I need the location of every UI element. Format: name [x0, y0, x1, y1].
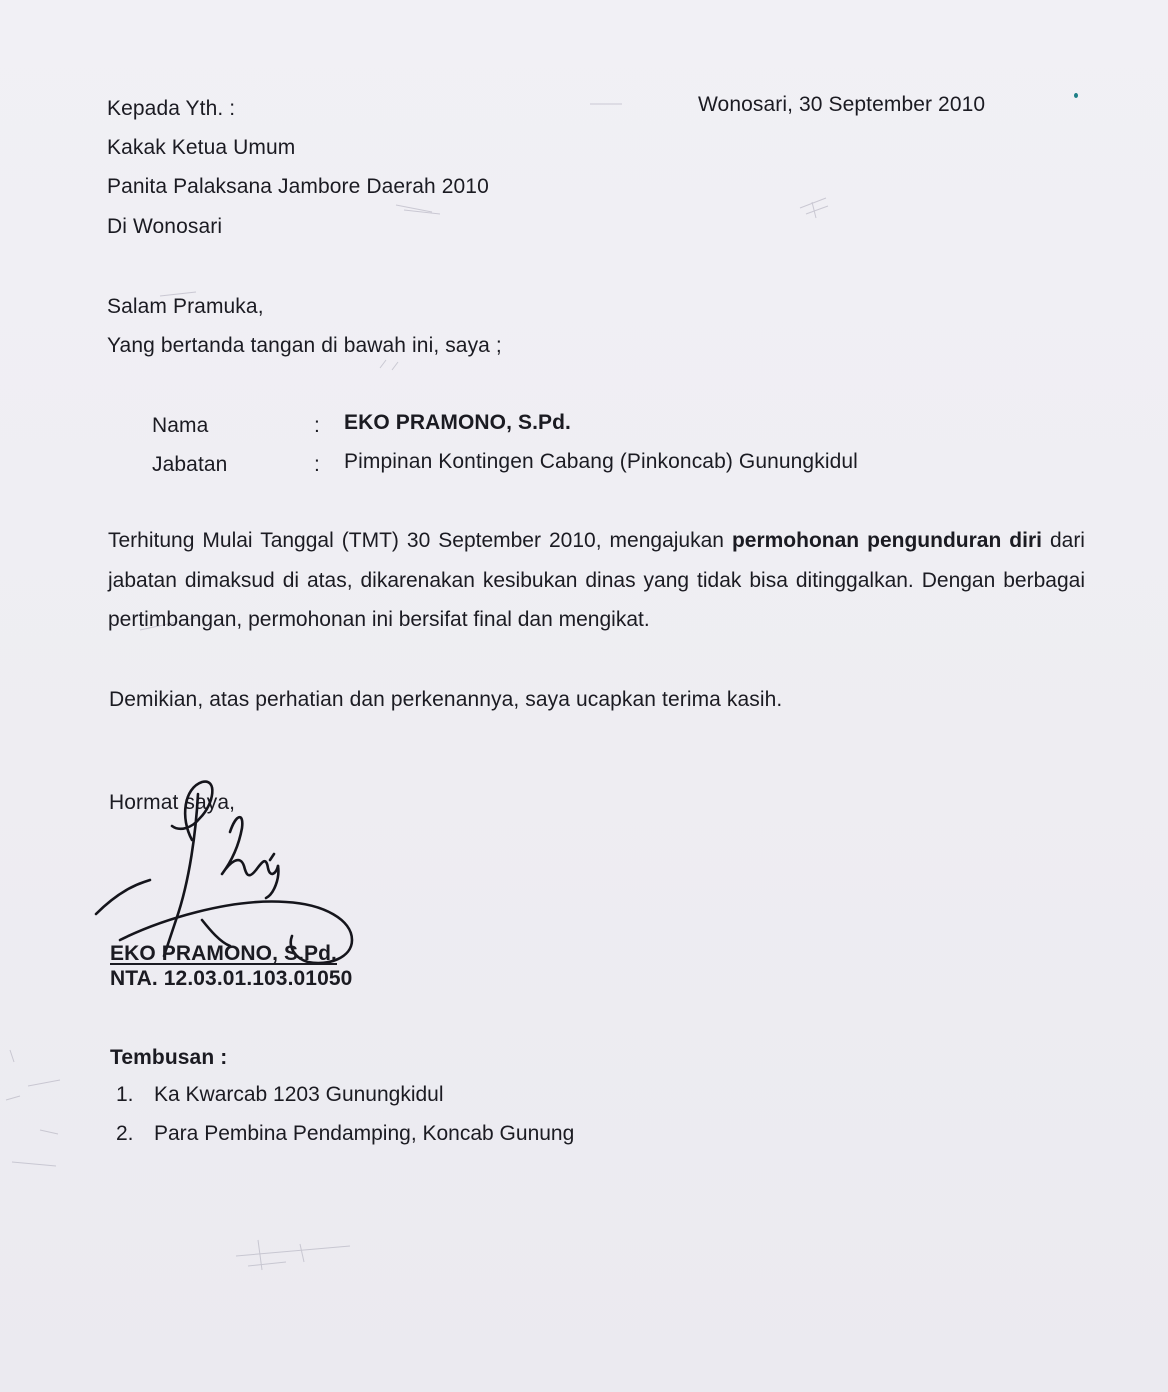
greeting: Salam Pramuka,: [107, 295, 264, 318]
recipient-line-3: Di Wonosari: [107, 215, 223, 238]
ink-speck: [1074, 93, 1078, 98]
cc-list-item: [116, 1082, 574, 1121]
recipient-heading: Kepada Yth. :: [107, 97, 236, 120]
field-value-name: EKO PRAMONO, S.Pd.: [344, 411, 571, 434]
recipient-line-2: Panita Palaksana Jambore Daerah 2010: [107, 175, 489, 198]
field-label-position: Jabatan: [152, 453, 228, 476]
cc-item-number: 1.: [116, 1083, 134, 1106]
cc-heading: Tembusan :: [110, 1046, 228, 1069]
body-emphasis: permohonan pengunduran diri: [731, 529, 1042, 552]
closing-text: Demikian, atas perhatian dan perkenannya, saya ucapkan terima kasih.: [109, 688, 783, 711]
cc-item-number: 2.: [116, 1122, 134, 1145]
cc-item-text: Ka Kwarcab 1203 Gunungkidul: [154, 1083, 444, 1106]
body-text-part-2: dari jabatan dimaksud di atas, dikarenakan kesibukan dinas yang tidak bisa ditinggalkan. Dengan berbagai pertimbangan, permohonan ini bersifat final dan mengikat.: [108, 529, 1085, 631]
field-label-name: Nama: [152, 414, 209, 437]
regards: Hormat saya,: [109, 791, 236, 814]
field-value-position: Pimpinan Kontingen Cabang (Pinkoncab) Gunungkidul: [344, 450, 858, 473]
body-text-part-1: Terhitung Mulai Tanggal (TMT) 30 September 2010, mengajukan: [108, 529, 732, 552]
recipient-line-1: Kakak Ketua Umum: [107, 136, 296, 159]
cc-list-item: [116, 1121, 574, 1160]
signer-name: EKO PRAMONO, S.Pd.: [110, 942, 337, 965]
letter-date: Wonosari, 30 September 2010: [698, 93, 986, 116]
intro-line: Yang bertanda tangan di bawah ini, saya ;: [107, 334, 502, 357]
field-separator-name: :: [314, 414, 320, 437]
cc-item-text: Para Pembina Pendamping, Koncab Gunung: [154, 1122, 575, 1145]
signer-id: NTA. 12.03.01.103.01050: [110, 967, 353, 990]
field-separator-position: :: [314, 453, 320, 476]
body-paragraph: [108, 521, 1085, 640]
cc-list: [116, 1082, 574, 1160]
